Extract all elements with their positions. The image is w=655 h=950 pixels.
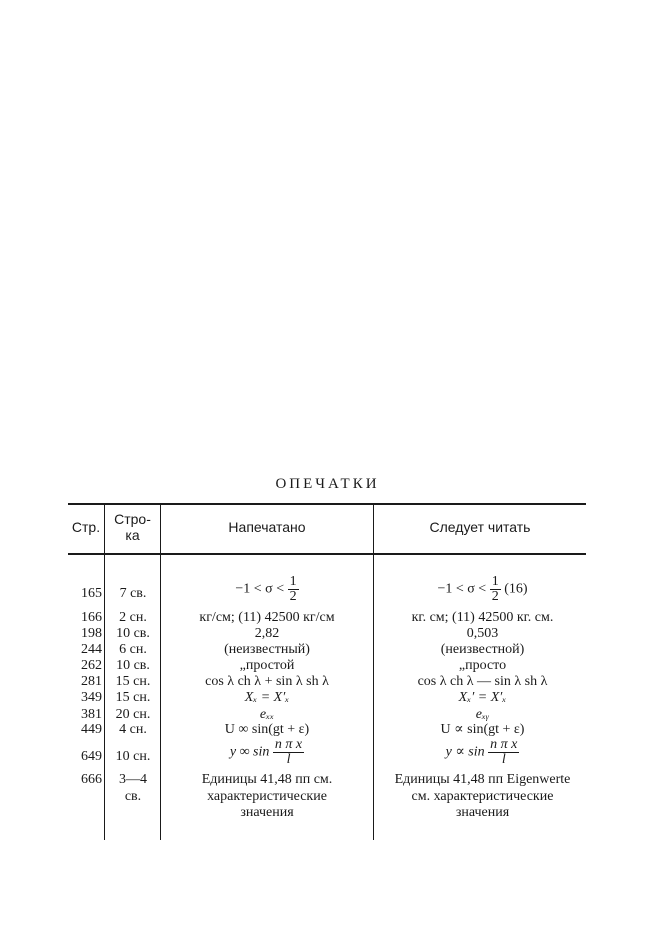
- row-printed: cos λ ch λ + sin λ sh λ: [205, 674, 329, 689]
- read-fraction: $\frac{1}{2}$: [491, 574, 499, 604]
- row-printed: Единицы 41,48 пп см.: [201, 772, 333, 787]
- printed-formula: −1 < σ <: [235, 581, 285, 597]
- row-read: [375, 738, 590, 767]
- row-page: 281: [81, 674, 102, 689]
- row-page: 262: [81, 658, 102, 673]
- row-page: 244: [81, 642, 102, 657]
- row-page: 349: [81, 690, 102, 705]
- row-read: Единицы 41,48 пп Eigenwerte: [394, 772, 571, 787]
- row-printed: [163, 575, 371, 604]
- row-read: (неизвестной): [440, 642, 525, 657]
- row-line: 10 св.: [116, 658, 150, 673]
- row-printed-continued-2: значения: [240, 805, 294, 820]
- row-line: 15 сн.: [115, 674, 151, 689]
- row-printed: [163, 738, 371, 767]
- row-line: 4 сн.: [119, 722, 147, 737]
- read-formula: −1 < σ <: [437, 581, 487, 597]
- printed-fraction: $\frac{\text{n π x}}{l}$: [274, 737, 303, 767]
- row-line: 10 сн.: [115, 749, 151, 764]
- row-read: cos λ ch λ — sin λ sh λ: [417, 674, 548, 689]
- row-page: 166: [81, 610, 102, 625]
- row-read: 0,503: [466, 626, 499, 641]
- read-suffix: (16): [504, 581, 528, 597]
- row-page: 165: [81, 586, 102, 601]
- header-bottom-rule: [68, 553, 586, 555]
- row-line: 20 сн.: [115, 707, 151, 722]
- header-page: Стр.: [71, 519, 101, 535]
- row-printed: (неизвестный): [224, 642, 310, 657]
- read-formula: y ∝ sin: [445, 744, 485, 760]
- table-top-rule: [68, 503, 586, 505]
- row-line: 6 сн.: [119, 642, 147, 657]
- row-line-continued: св.: [124, 789, 142, 804]
- row-line: 7 св.: [119, 586, 147, 601]
- row-printed: „простой: [239, 658, 295, 673]
- column-divider-2: [160, 505, 161, 840]
- row-printed: 2,82: [254, 626, 280, 641]
- row-printed-continued: характеристические: [207, 789, 327, 804]
- row-page: 666: [81, 772, 102, 787]
- row-read: кг. см; (11) 42500 кг. см.: [411, 610, 554, 625]
- read-fraction: $\frac{\text{n π x}}{l}$: [490, 737, 518, 767]
- row-read-continued-2: значения: [455, 805, 510, 820]
- header-printed: Напечатано: [228, 519, 306, 535]
- row-read: „просто: [458, 658, 507, 673]
- row-page: 449: [81, 722, 102, 737]
- row-line: 3—4: [119, 772, 147, 787]
- header-read: Следует читать: [429, 519, 531, 535]
- row-page: 381: [81, 707, 102, 722]
- row-line: 2 сн.: [119, 610, 147, 625]
- printed-formula: y ∞ sin: [229, 744, 270, 760]
- row-page: 198: [81, 626, 102, 641]
- row-printed: eₓₓ: [259, 707, 275, 722]
- header-line-top: Стро-: [114, 511, 151, 527]
- row-line: 15 сн.: [115, 690, 151, 705]
- row-page: 649: [81, 749, 102, 764]
- header-line-bottom: ка: [125, 527, 140, 543]
- printed-fraction: $\frac{1}{2}$: [289, 574, 297, 604]
- row-printed: Xₓ = X′ₓ: [244, 690, 290, 705]
- column-divider-3: [373, 505, 374, 840]
- row-line: 10 св.: [116, 626, 150, 641]
- row-read: Xₓ′ = X′ₓ: [458, 690, 507, 705]
- row-read: U ∝ sin(gt + ε): [440, 722, 525, 737]
- row-read: [375, 575, 590, 604]
- row-read-continued: см. характеристические: [411, 789, 554, 804]
- row-printed: кг/см; (11) 42500 кг/см: [199, 610, 335, 625]
- row-read: eₓᵧ: [475, 707, 490, 722]
- column-divider-1: [104, 505, 105, 840]
- row-printed: U ∞ sin(gt + ε): [224, 722, 310, 737]
- page-title: ОПЕЧАТКИ: [275, 476, 380, 492]
